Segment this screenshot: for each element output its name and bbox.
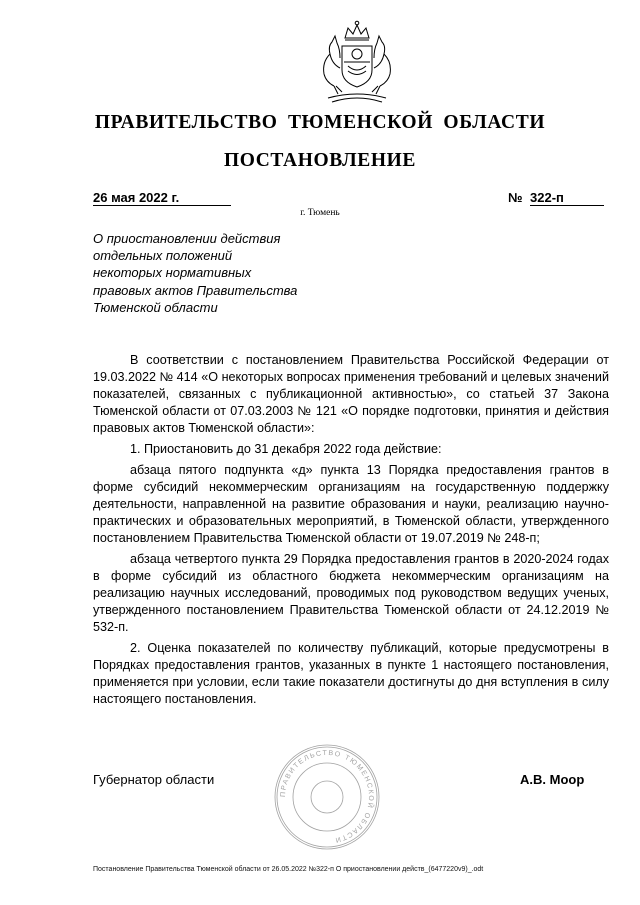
signer-title: Губернатор области (93, 772, 215, 787)
coat-of-arms-icon (312, 16, 402, 104)
document-type: ПОСТАНОВЛЕНИЕ (223, 150, 417, 171)
footer-filename: Постановление Правительства Тюменской области от 26.05.2022 №322-п О приостановлении действ_(6477220v9)_.odt (93, 866, 484, 873)
body-paragraph: абзаца четвертого пункта 29 Порядка предоставления грантов в 2020-2024 годах в форме субсидий из областного бюджета некоммерческим организациям на реализацию научных исследований, проводимых под руководством ведущих ученых, утвержденного постановлением Правительства Тюменской области от 24.12.2019 № 532-п. (93, 552, 609, 634)
body-paragraph: В соответствии с постановлением Правительства Российской Федерации от 19.03.2022 № 414 «О некоторых вопросах применения требований и целевых значений показателей, связанных с публикационной активностью», со статьей 37 Закона Тюменской области от 07.03.2003 № 121 «О порядке подготовки, принятия и действия правовых актов Тюменской области»: (93, 353, 609, 435)
subject-line: правовых актов Правительства (93, 282, 298, 298)
subject-line: отдельных положений (93, 248, 233, 264)
body-paragraph: 2. Оценка показателей по количеству публикаций, которые предусмотрены в Порядках предоставления грантов, указанных в пункте 1 настоящего постановления, применяется при условии, если такие показатели достигнуты до дня вступления в силу настоящего постановления. (93, 641, 609, 706)
number-value: 322-п (530, 190, 604, 206)
number-sign: № (508, 190, 523, 205)
signer-name: А.В. Моор (520, 772, 585, 787)
subject-line: О приостановлении действия (93, 231, 281, 246)
subject-line: Тюменской области (93, 299, 218, 315)
body-paragraph: 1. Приостановить до 31 декабря 2022 года действие: (130, 442, 442, 456)
document-date: 26 мая 2022 г. (93, 190, 231, 206)
document-subject (93, 230, 353, 316)
body-paragraph: абзаца пятого подпункта «д» пункта 13 Порядка предоставления грантов в форме субсидий некоммерческим организациям на государственную поддержку деятельности, направленной на развитие образования и науки, реализацию научно-практических и образовательных мероприятий, в Тюменской области, утвержденного постановлением Правительства Тюменской области от 19.07.2019 № 248-п; (93, 463, 609, 545)
document-body (93, 352, 609, 708)
subject-line: некоторых нормативных (93, 265, 252, 281)
government-title: ПРАВИТЕЛЬСТВО ТЮМЕНСКОЙ ОБЛАСТИ (94, 112, 546, 133)
svg-text:ПРАВИТЕЛЬСТВО ТЮМЕНСКОЙ ОБЛАСТ: ПРАВИТЕЛЬСТВО ТЮМЕНСКОЙ ОБЛАСТИ (279, 749, 375, 844)
city: г. Тюмень (300, 208, 340, 218)
official-seal-icon (272, 742, 382, 852)
